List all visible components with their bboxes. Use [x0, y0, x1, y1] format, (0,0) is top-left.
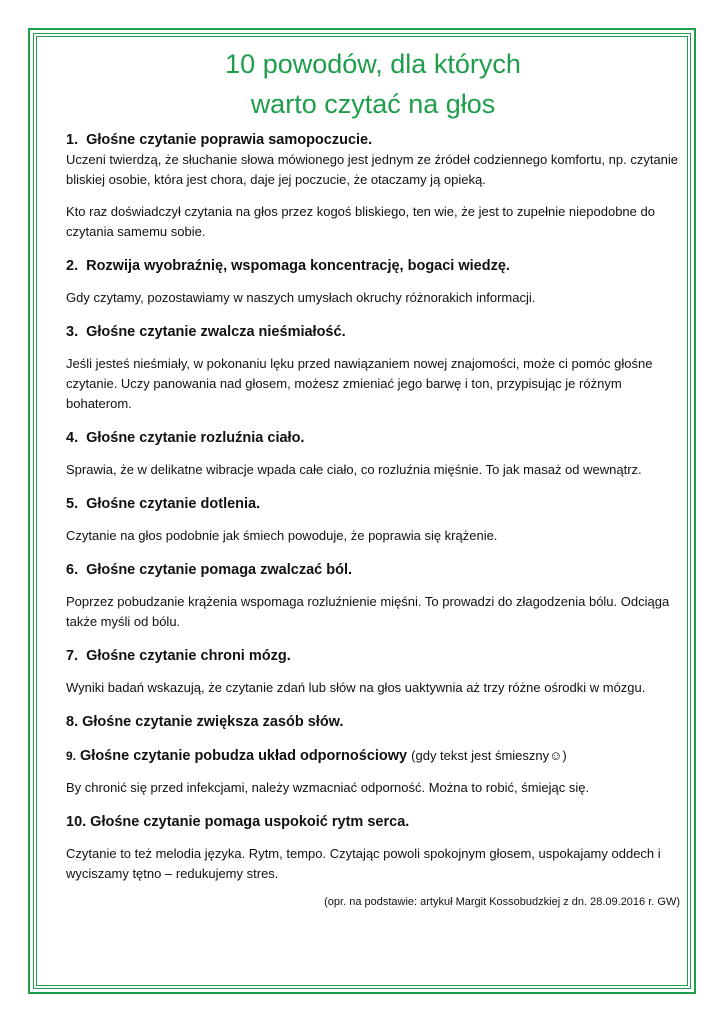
- title-line-2: warto czytać na głos: [250, 89, 496, 119]
- document-title: [66, 44, 680, 124]
- section-paragraph: Wyniki badań wskazują, że czytanie zdań lub słów na głos uaktywnia aż trzy różne ośrodki w mózgu.: [66, 680, 646, 695]
- section-5: [66, 494, 680, 546]
- section-number: 4.: [66, 430, 79, 446]
- section-heading: [66, 812, 680, 832]
- section-heading-text: Głośne czytanie zwalcza nieśmiałość.: [86, 324, 346, 340]
- title-line-1: 10 powodów, dla których: [225, 49, 521, 79]
- section-heading-text: Głośne czytanie poprawia samopoczucie.: [86, 132, 373, 148]
- section-number: 2.: [66, 258, 79, 274]
- section-heading-text: Głośne czytanie dotlenia.: [86, 496, 261, 512]
- document-content: [66, 44, 680, 910]
- section-heading: [66, 322, 680, 342]
- section-heading: [66, 712, 680, 732]
- section-paragraph: Sprawia, że w delikatne wibracje wpada całe ciało, co rozluźnia mięśnie. To jak masaż od wewnątrz.: [66, 462, 642, 477]
- section-heading: [66, 746, 680, 766]
- section-heading: [66, 428, 680, 448]
- section-number: 8.: [66, 714, 79, 730]
- section-heading: [66, 256, 680, 276]
- section-2: [66, 256, 680, 308]
- section-number: 10.: [66, 814, 87, 830]
- source-citation: (opr. na podstawie: artykuł Margit Kossobudzkiej z dn. 28.09.2016 r. GW): [324, 896, 680, 908]
- section-heading-text: Głośne czytanie zwiększa zasób słów.: [82, 714, 344, 730]
- section-heading-note: (gdy tekst jest śmieszny☺): [411, 748, 567, 763]
- section-4: [66, 428, 680, 480]
- section-paragraph: Jeśli jesteś nieśmiały, w pokonaniu lęku przed nawiązaniem nowej znajomości, może ci pomóc głośne czytanie. Uczy panowania nad głosem, możesz zmieniać jego barwę i ton, przypisując je różnym bohaterom.: [66, 356, 653, 411]
- section-paragraph: Uczeni twierdzą, że słuchanie słowa mówionego jest jednym ze źródeł codziennego komfortu, np. czytanie bliskiej osobie, która jest chora, daje jej poczucie, że otaczamy ją opieką.: [66, 152, 679, 187]
- section-heading: [66, 646, 680, 666]
- section-3: [66, 322, 680, 414]
- section-9: [66, 746, 680, 798]
- section-paragraph: Kto raz doświadczył czytania na głos przez kogoś bliskiego, ten wie, że jest to zupełnie niepodobne do czytania samemu sobie.: [66, 204, 655, 239]
- section-heading-text: Głośne czytanie chroni mózg.: [86, 648, 291, 664]
- section-paragraph: By chronić się przed infekcjami, należy wzmacniać odporność. Można to robić, śmiejąc się.: [66, 780, 590, 795]
- section-heading-text: Głośne czytanie pobudza układ odpornościowy: [80, 748, 408, 764]
- section-paragraph: Poprzez pobudzanie krążenia wspomaga rozluźnienie mięśni. To prowadzi do złagodzenia bólu. Odciąga także myśli od bólu.: [66, 594, 670, 629]
- section-number: 6.: [66, 562, 79, 578]
- section-number: 9.: [66, 749, 77, 763]
- section-heading: [66, 560, 680, 580]
- section-number: 1.: [66, 132, 79, 148]
- section-1: [66, 130, 680, 242]
- section-heading-text: Głośne czytanie pomaga zwalczać ból.: [86, 562, 353, 578]
- section-heading: [66, 494, 680, 514]
- section-10: [66, 812, 680, 884]
- section-number: 7.: [66, 648, 79, 664]
- section-heading: [66, 130, 680, 150]
- section-8: [66, 712, 680, 732]
- section-paragraph: Gdy czytamy, pozostawiamy w naszych umysłach okruchy różnorakich informacji.: [66, 290, 536, 305]
- section-heading-text: Głośne czytanie pomaga uspokoić rytm serca.: [90, 814, 410, 830]
- section-paragraph: Czytanie to też melodia języka. Rytm, tempo. Czytając powoli spokojnym głosem, uspokajamy oddech i wyciszamy tętno – redukujemy stres.: [66, 846, 661, 881]
- section-heading-text: Głośne czytanie rozluźnia ciało.: [86, 430, 305, 446]
- section-paragraph: Czytanie na głos podobnie jak śmiech powoduje, że poprawia się krążenie.: [66, 528, 498, 543]
- section-number: 5.: [66, 496, 79, 512]
- section-7: [66, 646, 680, 698]
- section-number: 3.: [66, 324, 79, 340]
- section-6: [66, 560, 680, 632]
- section-heading-text: Rozwija wyobraźnię, wspomaga koncentrację, bogaci wiedzę.: [86, 258, 510, 274]
